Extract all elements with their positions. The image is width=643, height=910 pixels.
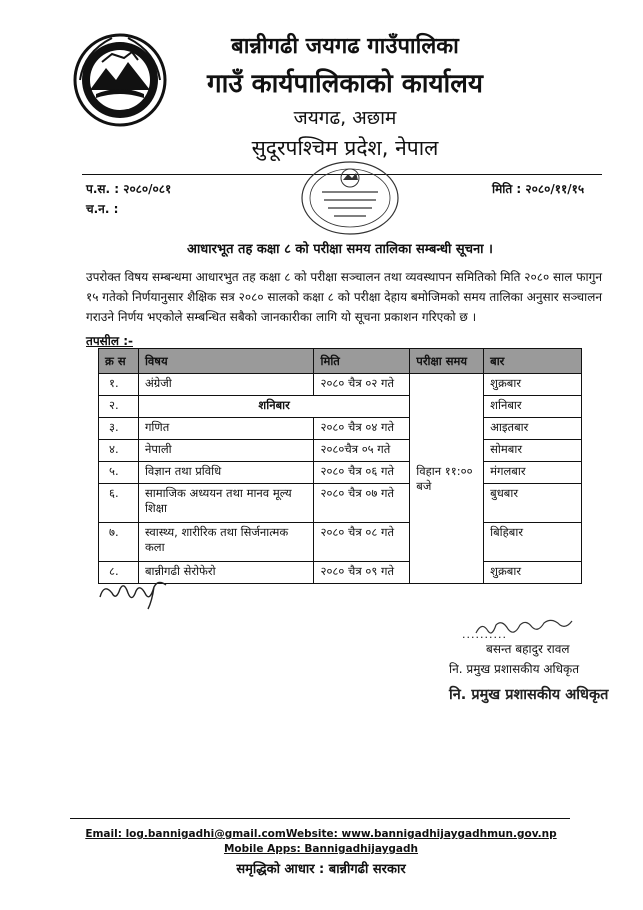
cell-serial: ७.	[99, 523, 139, 562]
cell-serial: ६.	[99, 484, 139, 523]
header-municipality-name: बान्नीगढी जयगढ गाउँपालिका	[231, 34, 459, 59]
signatory-name: बसन्त बहादुर रावल	[486, 642, 570, 656]
cell-subject: गणित	[138, 418, 314, 440]
table-row	[99, 418, 582, 440]
cell-date: २०८०चैत्र ०५ गते	[314, 440, 410, 462]
reference-number: प.स. : २०८०/०८१	[86, 182, 172, 196]
cell-subject: सामाजिक अध्ययन तथा मानव मूल्य शिक्षा	[138, 484, 314, 523]
header-province: सुदूरपश्चिम प्रदेश, नेपाल	[251, 136, 439, 160]
cell-date: २०८० चैत्र ०६ गते	[314, 462, 410, 484]
cell-date: २०८० चैत्र ०७ गते	[314, 484, 410, 523]
footer-divider	[70, 818, 570, 819]
cell-day: शनिबार	[484, 396, 582, 418]
table-row	[99, 440, 582, 462]
cell-date: २०८० चैत्र ०४ गते	[314, 418, 410, 440]
signature-line: ..........	[462, 628, 507, 641]
footer-mobile-apps: Mobile Apps: Bannigadhijaygadh	[223, 843, 419, 855]
cell-serial: ४.	[99, 440, 139, 462]
cell-subject: विज्ञान तथा प्रविधि	[138, 462, 314, 484]
details-label: तपसील :-	[86, 334, 133, 348]
notice-body: उपरोक्त विषय सम्बन्धमा आधारभुत तह कक्षा ८ को परीक्षा सञ्चालन तथा व्यवस्थापन समितिको मिति २०८० साल फागुन १५ गतेको निर्णयानुसार शैक्षिक सत्र २०८० सालको कक्षा ८ को परीक्षा देहाय बमोजिमको समय तालिका अनुसार सञ्चालन गराउने निर्णय भएकोले सम्बन्धित सबैको जानकारीका लागि यो सूचना प्रकाशन गरिएको छ ।	[86, 270, 602, 324]
cell-subject: नेपाली	[138, 440, 314, 462]
table-row	[99, 462, 582, 484]
cell-day: शुक्रबार	[484, 374, 582, 396]
col-header-date: मिति	[314, 349, 410, 374]
cell-day: बिहिबार	[484, 523, 582, 562]
cell-subject: स्वास्थ्य, शारीरिक तथा सिर्जनात्मक कला	[138, 523, 314, 562]
cell-serial: १.	[99, 374, 139, 396]
table-row	[99, 396, 582, 418]
initials-signature	[96, 575, 176, 613]
col-header-day: बार	[484, 349, 582, 374]
cell-serial: ३.	[99, 418, 139, 440]
cell-serial: ८.	[99, 562, 139, 584]
table-header-row	[99, 349, 582, 374]
cell-date: २०८० चैत्र ०८ गते	[314, 523, 410, 562]
col-header-serial: क्र स	[99, 349, 139, 374]
cell-serial: २.	[99, 396, 139, 418]
dispatch-number: च.न. :	[86, 202, 119, 216]
cell-subject: अंग्रेजी	[138, 374, 314, 396]
signatory-designation: नि. प्रमुख प्रशासकीय अधिकृत	[449, 662, 580, 676]
col-header-subject: विषय	[138, 349, 314, 374]
cell-holiday: शनिबार	[138, 396, 409, 418]
footer-contact: Email: log.bannigadhi@gmail.comWebsite: www.bannigadhijaygadhmun.gov.np	[85, 828, 557, 840]
cell-serial: ५.	[99, 462, 139, 484]
cell-date: २०८० चैत्र ०९ गते	[314, 562, 410, 584]
header-location: जयगढ, अछाम	[293, 107, 397, 129]
table-row	[99, 374, 582, 396]
cell-day: मंगलबार	[484, 462, 582, 484]
table-row	[99, 484, 582, 523]
exam-schedule-table	[98, 348, 582, 584]
notice-subject: आधारभूत तह कक्षा ८ को परीक्षा समय तालिका सम्बन्धी सूचना ।	[187, 242, 493, 257]
footer-slogan: समृद्धिको आधार : बान्नीगढी सरकार	[236, 862, 406, 877]
designation-stamp: नि. प्रमुख प्रशासकीय अधिकृत	[449, 687, 609, 703]
cell-subject: बान्नीगढी सेरोफेरो	[138, 562, 314, 584]
header-office-name: गाउँ कार्यपालिकाको कार्यालय	[207, 69, 483, 99]
cell-day: शुक्रबार	[484, 562, 582, 584]
cell-exam-time: विहान ११:०० बजे	[410, 374, 484, 584]
cell-day: आइतबार	[484, 418, 582, 440]
office-stamp	[298, 158, 402, 240]
col-header-exam-time: परीक्षा समय	[410, 349, 484, 374]
cell-day: बुधबार	[484, 484, 582, 523]
letter-date: मिति : २०८०/११/१५	[492, 182, 585, 196]
cell-date: २०८० चैत्र ०२ गते	[314, 374, 410, 396]
table-row	[99, 523, 582, 562]
cell-day: सोमबार	[484, 440, 582, 462]
